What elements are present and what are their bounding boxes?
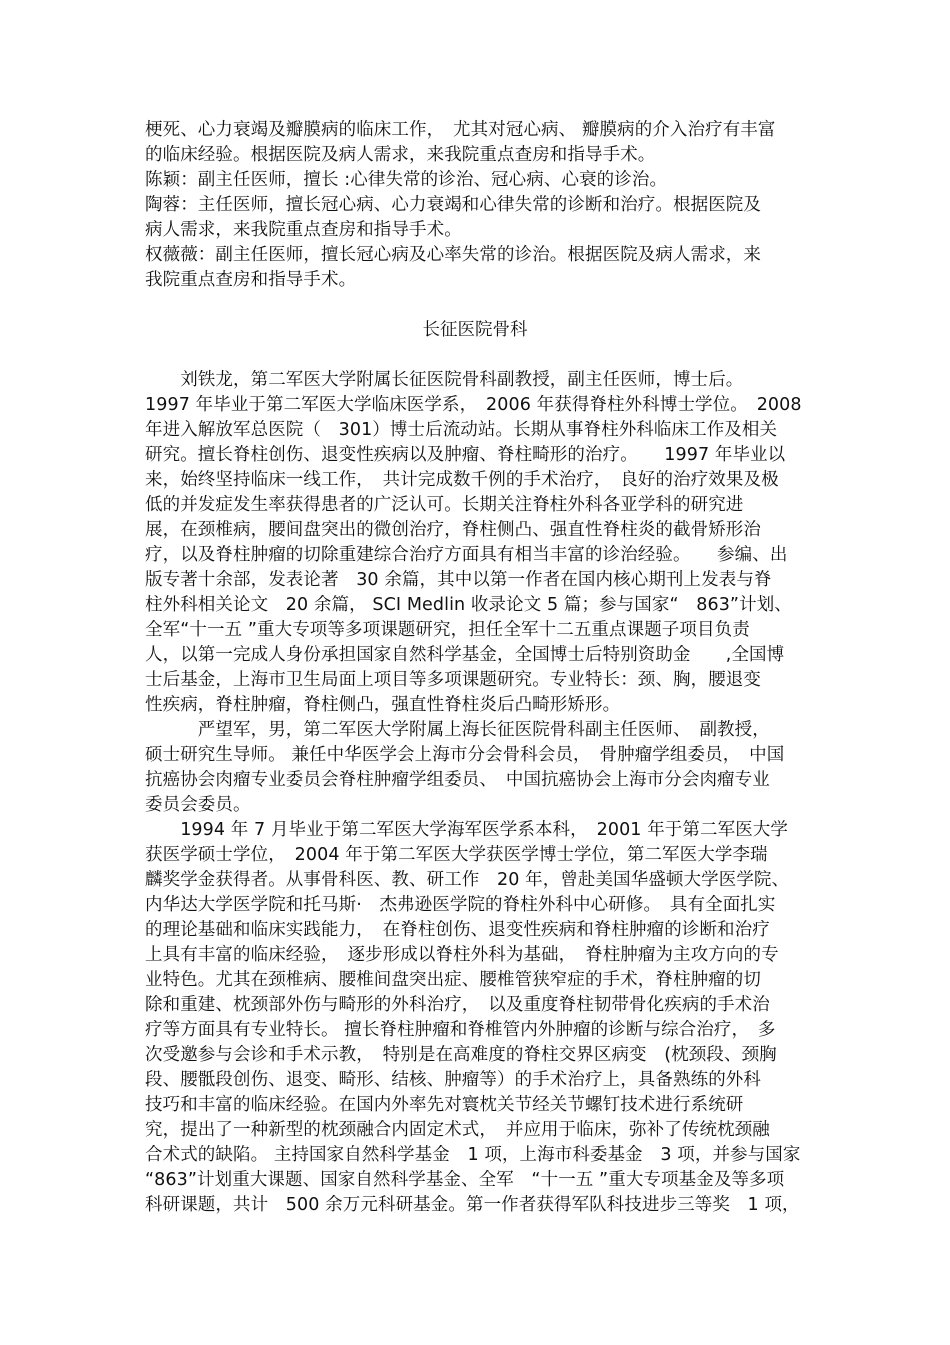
paragraph-1-line: 士后基金，上海市卫生局面上项目等多项课题研究。专业特长：颈、胸，腰退变 [145,670,761,690]
paragraph-3-line: 合术式的缺陷。 主持国家自然科学基金 1 项，上海市科委基金 3 项，并参与国家 [145,1145,801,1165]
text-line: 陈颖：副主任医师，擅长 :心律失常的诊治、冠心病、心衰的诊治。 [145,170,668,190]
paragraph-1-line: 年进入解放军总医院（ 301）博士后流动站。长期从事脊柱外科临床工作及相关 [145,420,778,440]
paragraph-3-line: 次受邀参与会诊和手术示教， 特别是在高难度的脊柱交界区病变 (枕颈段、颈胸 [145,1045,777,1065]
paragraph-2-line: 严望军，男，第二军医大学附属上海长征医院骨科副主任医师、 副教授， [145,720,770,740]
paragraph-2-line: 抗癌协会肉瘤专业委员会脊柱肿瘤学组委员、 中国抗癌协会上海市分会肉瘤专业 [145,770,770,790]
paragraph-3-line: 技巧和丰富的临床经验。在国内外率先对寰枕关节经关节螺钉技术进行系统研 [145,1095,744,1115]
paragraph-3-line: 除和重建、枕颈部外伤与畸形的外科治疗， 以及重度脊柱韧带骨化疾病的手术治 [145,995,770,1015]
paragraph-1-line: 人，以第一完成人身份承担国家自然科学基金，全国博士后特别资助金 ,全国博 [145,645,785,665]
paragraph-1-line: 来，始终坚持临床一线工作， 共计完成数千例的手术治疗， 良好的治疗效果及极 [145,470,779,490]
paragraph-1-line: 全军“十一五 ”重大专项等多项课题研究，担任全军十二五重点课题子项目负责 [145,620,750,640]
paragraph-1-line: 疗，以及脊柱肿瘤的切除重建综合治疗方面具有相当丰富的诊治经验。 参编、出 [145,545,788,565]
paragraph-3-line: 麟奖学金获得者。从事骨科医、教、研工作 20 年，曾赴美国华盛顿大学医学院、 [145,870,790,890]
paragraph-3-line: 科研课题，共计 500 余万元科研基金。第一作者获得军队科技进步三等奖 1 项， [145,1195,800,1215]
text-line: 陶蓉：主任医师，擅长冠心病、心力衰竭和心律失常的诊断和治疗。根据医院及 [145,195,761,215]
paragraph-3-line: 的理论基础和临床实践能力， 在脊柱创伤、退变性疾病和脊柱肿瘤的诊断和治疗 [145,920,770,940]
paragraph-1-line: 1997 年毕业于第二军医大学临床医学系， 2006 年获得脊柱外科博士学位。 2008 [145,395,802,415]
paragraph-3-line: 段、腰骶段创伤、退变、畸形、结核、肿瘤等）的手术治疗上，具备熟练的外科 [145,1070,761,1090]
paragraph-1-line: 低的并发症发生率获得患者的广泛认可。长期关注脊柱外科各亚学科的研究进 [145,495,744,515]
paragraph-2-line: 委员会委员。 [145,795,251,815]
text-line: 梗死、心力衰竭及瓣膜病的临床工作， 尤其对冠心病、 瓣膜病的介入治疗有丰富 [145,120,776,140]
paragraph-1-line: 版专著十余部，发表论著 30 余篇，其中以第一作者在国内核心期刊上发表与脊 [145,570,772,590]
text-line: 我院重点查房和指导手术。 [145,270,357,290]
paragraph-3-line: 疗等方面具有专业特长。 擅长脊柱肿瘤和脊椎管内外肿瘤的诊断与综合治疗， 多 [145,1020,776,1040]
paragraph-1-line: 展，在颈椎病，腰间盘突出的微创治疗，脊柱侧凸、强直性脊柱炎的截骨矫形治 [145,520,761,540]
text-line: 的临床经验。根据医院及病人需求，来我院重点查房和指导手术。 [145,145,656,165]
paragraph-1-line: 性疾病，脊柱肿瘤，脊柱侧凸，强直性脊柱炎后凸畸形矫形。 [145,695,621,715]
paragraph-1-line: 研究。擅长脊柱创伤、退变性疾病以及肿瘤、脊柱畸形的治疗。 1997 年毕业以 [145,445,786,465]
section-title: 长征医院骨科 [422,320,528,340]
paragraph-3-line: 1994 年 7 月毕业于第二军医大学海军医学系本科， 2001 年于第二军医大学 [145,820,789,840]
paragraph-2-line: 硕士研究生导师。 兼任中华医学会上海市分会骨科会员， 骨肿瘤学组委员， 中国 [145,745,785,765]
paragraph-3-line: “863”计划重大课题、国家自然科学基金、全军 “十一五 ”重大专项基金及等多项 [145,1170,785,1190]
paragraph-3-line: 获医学硕士学位， 2004 年于第二军医大学获医学博士学位，第二军医大学李瑞 [145,845,768,865]
paragraph-3-line: 内华达大学医学院和托马斯· 杰弗逊医学院的脊柱外科中心研修。 具有全面扎实 [145,895,776,915]
text-line: 病人需求，来我院重点查房和指导手术。 [145,220,462,240]
paragraph-3-line: 究，提出了一种新型的枕颈融合内固定术式， 并应用于临床，弥补了传统枕颈融 [145,1120,770,1140]
paragraph-3-line: 上具有丰富的临床经验， 逐步形成以脊柱外科为基础， 脊柱肿瘤为主攻方向的专 [145,945,779,965]
paragraph-3-line: 业特色。尤其在颈椎病、腰椎间盘突出症、腰椎管狭窄症的手术，脊柱肿瘤的切 [145,970,761,990]
paragraph-1-line: 刘铁龙，第二军医大学附属长征医院骨科副教授，副主任医师，博士后。 [145,370,744,390]
paragraph-1-line: 柱外科相关论文 20 余篇， SCI Medlin 收录论文 5 篇；参与国家“ 863”计划、 [145,595,792,615]
text-line: 权薇薇：副主任医师，擅长冠心病及心率失常的诊治。根据医院及病人需求，来 [145,245,761,265]
